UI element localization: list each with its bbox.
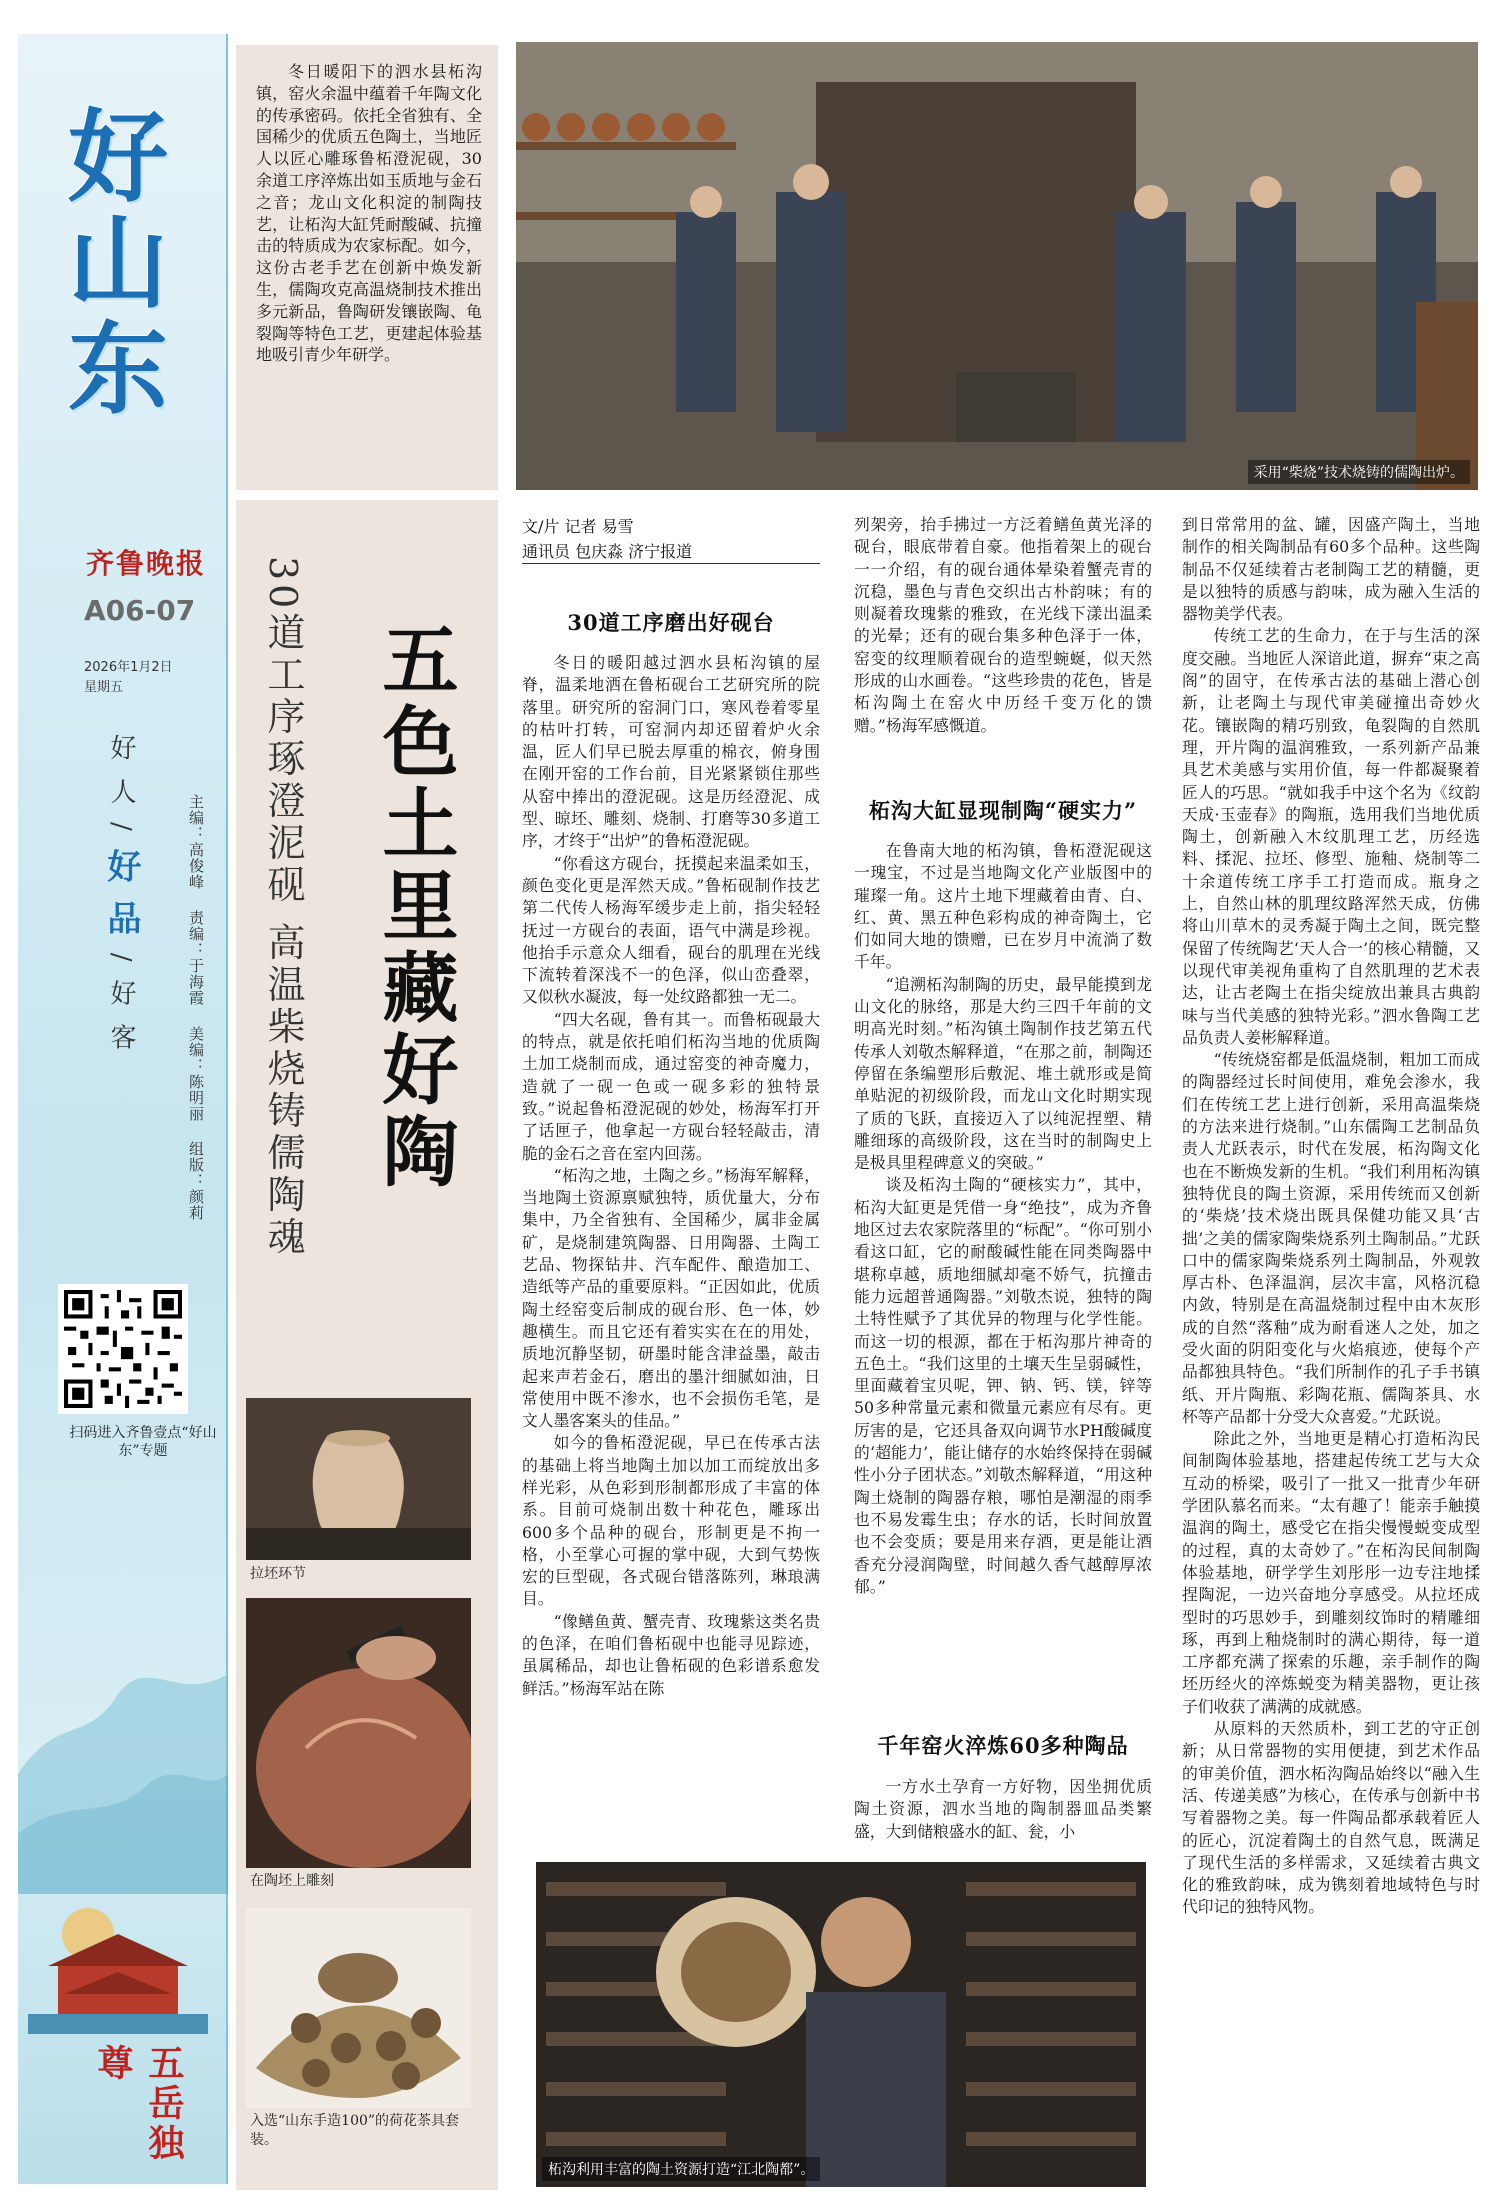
byline-author: 文/片 记者 易雪 [522,517,634,536]
body-paragraph: 从原料的天然质朴，到工艺的守正创新；从日常器物的实用便捷，到艺术作品的审美价值，泗水柘沟陶品始终以“融入生活、传递美感”为核心，在传承与创新中书写着器物之美。每一件陶品都承载着匠人的匠心，沉淀着陶土的自然气息，既满足了现代生活的多样需求，又延续着古典文化的雅致韵味，成为镌刻着地域特色与时代印记的独特风物。 [1182,1719,1480,1917]
slogan-char: / [106,952,136,980]
section-title-3: 千年窑火淬炼60多种陶品 [877,1733,1129,1758]
side-photo-throwing [246,1398,471,1560]
article-column-2-top [854,514,1152,778]
byline-correspondent: 通讯员 包庆淼 济宁报道 [522,542,693,561]
article-column-2-mid [854,840,1152,1718]
paper-name: 齐鲁晚报 [86,547,207,580]
section-slogan [101,734,141,1068]
kiln-craftsman-image [536,1862,1146,2187]
side-photo-caption: 拉坯环节 [250,1566,306,1582]
section-title-1: 30道工序磨出好砚台 [567,610,775,635]
slogan-char: 人 [106,778,136,822]
main-photo-caption: 采用“柴烧”技术烧铸的儒陶出炉。 [1248,460,1470,484]
bottom-photo [536,1862,1146,2187]
credit-chief-editor: 主编：高俊峰 [187,794,205,890]
article-intro [236,45,498,490]
qr-code[interactable] [58,1284,188,1414]
qr-caption: 扫码进入齐鲁壹点“好山东”专题 [69,1425,217,1459]
issue-date: 2026年1月2日 [84,660,173,675]
body-paragraph: “四大名砚，鲁有其一。而鲁柘砚最大的特点，就是依托咱们柘沟当地的优质陶土加工烧制而成，通过窑变的神奇魔力，造就了一砚一色或一砚多彩的独特景致。”说起鲁柘澄泥砚的妙处，杨海军打开了话匣子，他拿起一方砚台轻轻敲击，清脆的金石之音在室内回荡。 [522,1009,820,1163]
body-paragraph: “你看这方砚台，抚摸起来温柔如玉，颜色变化更是浑然天成。”鲁柘砚制作技艺第二代传人杨海军缓步走上前，指尖轻轻抚过一方砚台的表面，语气中满是珍视。他抬手示意众人细看，砚台的肌理在光线下流转着深浅不一的色泽，似山峦叠翠，又似秋水凝波，每一处纹路都独一无二。 [522,853,820,1007]
article-column-1 [522,652,820,1842]
clay-carving-image [246,1598,471,1868]
body-paragraph: 谈及柘沟土陶的“硬核实力”，其中，柘沟大缸更是凭借一身“绝技”，成为齐鲁地区过去农家院落里的“标配”。“你可别小看这口缸，它的耐酸碱性能在同类陶器中堪称卓越，质地细腻却毫不娇气，抗撞击能力远超普通陶器。”刘敬杰说，独特的陶土特性赋予了其优异的物理与化学性能。而这一切的根源，都在于柘沟那片神奇的五色土。“我们这里的土壤天生呈弱碱性，里面藏着宝贝呢，钾、钠、钙、镁，锌等50多种常量元素和微量元素应有尽有。更厉害的是，它还具备双向调节水PH酸碱度的‘超能力’，能让储存的水始终保持在弱碱性小分子团状态。”刘敬杰解释道，“用这种陶土烧制的陶器存粮，哪怕是潮湿的雨季也不易发霉生虫；存水的话，长时间放置也不会变质；要是用来存酒，更是能让酒香充分浸润陶壁，时间越久香气越醇厚浓郁。” [854,1175,1152,1596]
body-paragraph: “柘沟之地，土陶之乡。”杨海军解释，当地陶土资源禀赋独特，质优量大，分布集中，乃全省独有、全国稀少，属非金属矿，是烧制建筑陶器、日用陶器、土陶工艺品、物探钻井、汽车配件、酿造加工、造纸等产品的重要原料。“正因如此，优质陶土经窑变后制成的砚台形、色一体，妙趣横生。而且它还有着实实在在的用处，质地沉静坚韧，研墨时能含津益墨，敲击起来声若金石，磨出的墨汁细腻如油，日常使用中既不渗水，也不会损伤毛笔，是文人墨客案头的佳品。” [522,1165,820,1431]
slogan-char: 好 [101,848,141,901]
slogan-char: 品 [101,900,141,953]
credit-art-editor: 美编：陈明丽 [187,1025,205,1122]
slogan-char: 好 [106,979,136,1024]
mountain-decoration [18,1594,228,1894]
article-column-2-bottom [854,1776,1152,1846]
bottom-photo-caption: 柘沟利用丰富的陶土资源打造“江北陶都”。 [542,2157,820,2181]
kiln-workers-image [516,42,1478,490]
side-photo-caption: 入选“山东手造100”的荷花茶具套装。 [250,2113,460,2148]
credit-editor: 责编：于海霞 [187,909,205,1006]
body-paragraph: 一方水土孕育一方好物，因坐拥优质陶土资源，泗水当地的陶制器皿品类繁盛，大到储粮盛水的缸、瓮，小 [854,1777,1152,1841]
slogan-char: 客 [106,1023,136,1068]
side-photo-caption: 在陶坯上雕刻 [250,1873,334,1889]
qr-code-icon [64,1290,182,1408]
body-paragraph: 到日常常用的盆、罐，因盛产陶土，当地制作的相关陶制品有60多个品种。这些陶制品不仅延续着古老制陶工艺的精髓，更是以独特的质感与韵味，成为融入生活的器物美学代表。 [1182,515,1480,624]
pagoda-decoration [28,1894,208,2034]
decorative-calligraphy: 五岳独尊 [92,2044,185,2164]
section-title-2: 柘沟大缸显现制陶“硬实力” [868,798,1138,823]
issue-weekday: 星期五 [84,680,124,695]
side-photo-carving [246,1598,471,1868]
body-paragraph: 冬日的暖阳越过泗水县柘沟镇的屋脊，温柔地洒在鲁柘砚台工艺研究所的院落里。研究所的窑洞门口，寒风卷着零星的枯叶打转，可窑洞内却还留着炉火余温，匠人们早已脱去厚重的棉衣，俯身围在刚开窑的工作台前，目光紧紧锁住那些从窑中捧出的澄泥砚。这是历经澄泥、成型、晾坯、雕刻、烧制、打磨等30多道工序，才终于“出炉”的鲁柘澄泥砚。 [522,653,820,851]
editor-credits [186,794,206,1354]
body-paragraph: 在鲁南大地的柘沟镇，鲁柘澄泥砚这一瑰宝，不过是当地陶文化产业版图中的璀璨一角。这片土地下埋藏着由青、白、红、黄、黑五种色彩构成的神奇陶土，它们如同大地的馈赠，已在岁月中流淌了数千年。 [854,841,1152,972]
byline-divider [522,563,820,564]
byline [522,514,692,564]
slogan-char: / [106,822,136,849]
credit-layout: 组版：颜莉 [187,1141,205,1222]
slogan-char: 好 [106,734,136,778]
lotus-teaset-image [246,1908,471,2108]
main-photo [516,42,1478,490]
body-paragraph: “像鳝鱼黄、蟹壳青、玫瑰紫这类名贵的色泽，在咱们鲁柘砚中也能寻见踪迹，虽属稀品，却也让鲁柘砚的色彩谱系愈发鲜活。”杨海军站在陈 [522,1611,820,1698]
article-column-3 [1182,514,1480,2190]
page-number: A06-07 [84,594,196,627]
section-brand: 好山东 [51,104,169,422]
article-subtitle: 30道工序琢澄泥砚 高温柴烧铸儒陶魂 [261,556,305,1259]
body-paragraph: “传统烧窑都是低温烧制，粗加工而成的陶器经过长时间使用，难免会渗水，我们在传统工艺上进行创新，采用高温柴烧的方法来进行烧制。”山东儒陶工艺制品负责人尤跃表示，时代在发展，柘沟陶文化也在不断焕发新的生机。“我们利用柘沟镇独特优良的陶土资源，采用传统而又创新的‘柴烧’技术烧出既具保健功能又具‘古拙’之美的儒家陶柴烧系列土陶制品。”尤跃口中的儒家陶柴烧系列土陶制品，外观敦厚古朴、色泽温润，层次丰富，风格沉稳内敛，特别是在高温烧制过程中由木灰形成的自然“落釉”成为耐看迷人之处，加之受火面的阴阳变化与火焰痕迹，使每个产品都独具特色。“我们所制作的孔子手书镇纸、开片陶瓶、彩陶花瓶、儒陶茶具、水杯等产品都十分受大众喜爱。”尤跃说。 [1182,1050,1480,1426]
body-paragraph: “追溯柘沟制陶的历史，最早能摸到龙山文化的脉络，那是大约三四千年前的文明高光时刻。”柘沟镇土陶制作技艺第五代传承人刘敬杰解释道，“在那之前，制陶还停留在条编塑形后敷泥、堆土就形或是简单贴泥的初级阶段，而龙山文化时期实现了质的飞跃，直接迈入了以纯泥捏塑、精雕细琢的高级阶段，这在当时的制陶史上是极具里程碑意义的突破。” [854,974,1152,1173]
side-photo-teaset [246,1908,471,2108]
article-headline: 五色土里藏好陶 [370,620,459,1194]
body-paragraph: 传统工艺的生命力，在于与生活的深度交融。当地匠人深谙此道，摒弃“束之高阁”的固守，在传承古法的基础上潜心创新，让老陶土与现代审美碰撞出奇妙火花。镶嵌陶的精巧别致，龟裂陶的自然肌理，开片陶的温润雅致，一系列新产品兼具艺术美感与实用价值，每一件都凝聚着匠人的巧思。“就如我手中这个名为《纹韵天成·玉壶春》的陶瓶，选用我们当地优质陶土，创新融入木纹肌理工艺，历经选料、揉泥、拉坯、修型、施釉、烧制等二十余道传统工序手工打造而成。瓶身之上，自然山林的肌理纹路浑然天成，仿佛将山川草木的灵秀凝于陶土之间，既完整保留了传统陶艺‘天人合一’的核心精髓，又以现代审美视角重构了自然肌理的艺术表达，让古老陶土在指尖绽放出兼具古典韵味与当代美感的独特光彩。”泗水鲁陶工艺品负责人姜彬解释道。 [1182,626,1480,1047]
sidebar [18,34,228,2184]
body-paragraph: 如今的鲁柘澄泥砚，早已在传承古法的基础上将当地陶土加以加工而绽放出多样光彩，从色彩到形制都形成了丰富的体系。目前可烧制出数十种花色，雕琢出600多个品种的砚台，形制更是不拘一格，小至掌心可握的掌中砚，大到气势恢宏的巨型砚，各式砚台错落陈列，琳琅满目。 [522,1433,820,1609]
intro-paragraph: 冬日暖阳下的泗水县柘沟镇，窑火余温中蕴着千年陶文化的传承密码。依托全省独有、全国稀少的优质五色陶土，当地匠人以匠心雕琢鲁柘澄泥砚，30余道工序淬炼出如玉质地与金石之音；龙山文化积淀的制陶技艺，让柘沟大缸凭耐酸碱、抗撞击的特质成为农家标配。如今，这份古老手艺在创新中焕发新生，儒陶攻克高温烧制技术推出多元新品，鲁陶研发镶嵌陶、龟裂陶等特色工艺，更建起体验基地吸引青少年研学。 [256,62,482,365]
body-paragraph: 列架旁，抬手拂过一方泛着鳝鱼黄光泽的砚台，眼底带着自豪。他指着架上的砚台一一介绍，有的砚台通体晕染着蟹壳青的沉稳，墨色与青色交织出古朴韵味；有的则凝着玫瑰紫的雅致，在光线下漾出温柔的光晕；还有的砚台集多种色泽于一体，窑变的纹理顺着砚台的造型蜿蜒，似天然形成的山水画卷。“这些珍贵的花色，皆是柘沟陶土在窑火中历经千变万化的馈赠。”杨海军感慨道。 [854,515,1152,735]
body-paragraph: 除此之外，当地更是精心打造柘沟民间制陶体验基地，搭建起传统工艺与大众互动的桥梁，吸引了一批又一批青少年研学团队慕名而来。“太有趣了！能亲手触摸温润的陶土，感受它在指尖慢慢蜕变成型的过程，真的太奇妙了。”在柘沟民间制陶体验基地，研学学生刘彤彤一边专注地揉捏陶泥，一边兴奋地分享感受。从拉坯成型时的巧思妙手，到雕刻纹饰时的精雕细琢，再到上釉烧制时的满心期待，每一道工序都充满了探索的乐趣，亲手制作的陶坯历经火的淬炼蜕变为精美器物，更让孩子们收获了满满的成就感。 [1182,1429,1480,1716]
pottery-throwing-image [246,1398,471,1560]
